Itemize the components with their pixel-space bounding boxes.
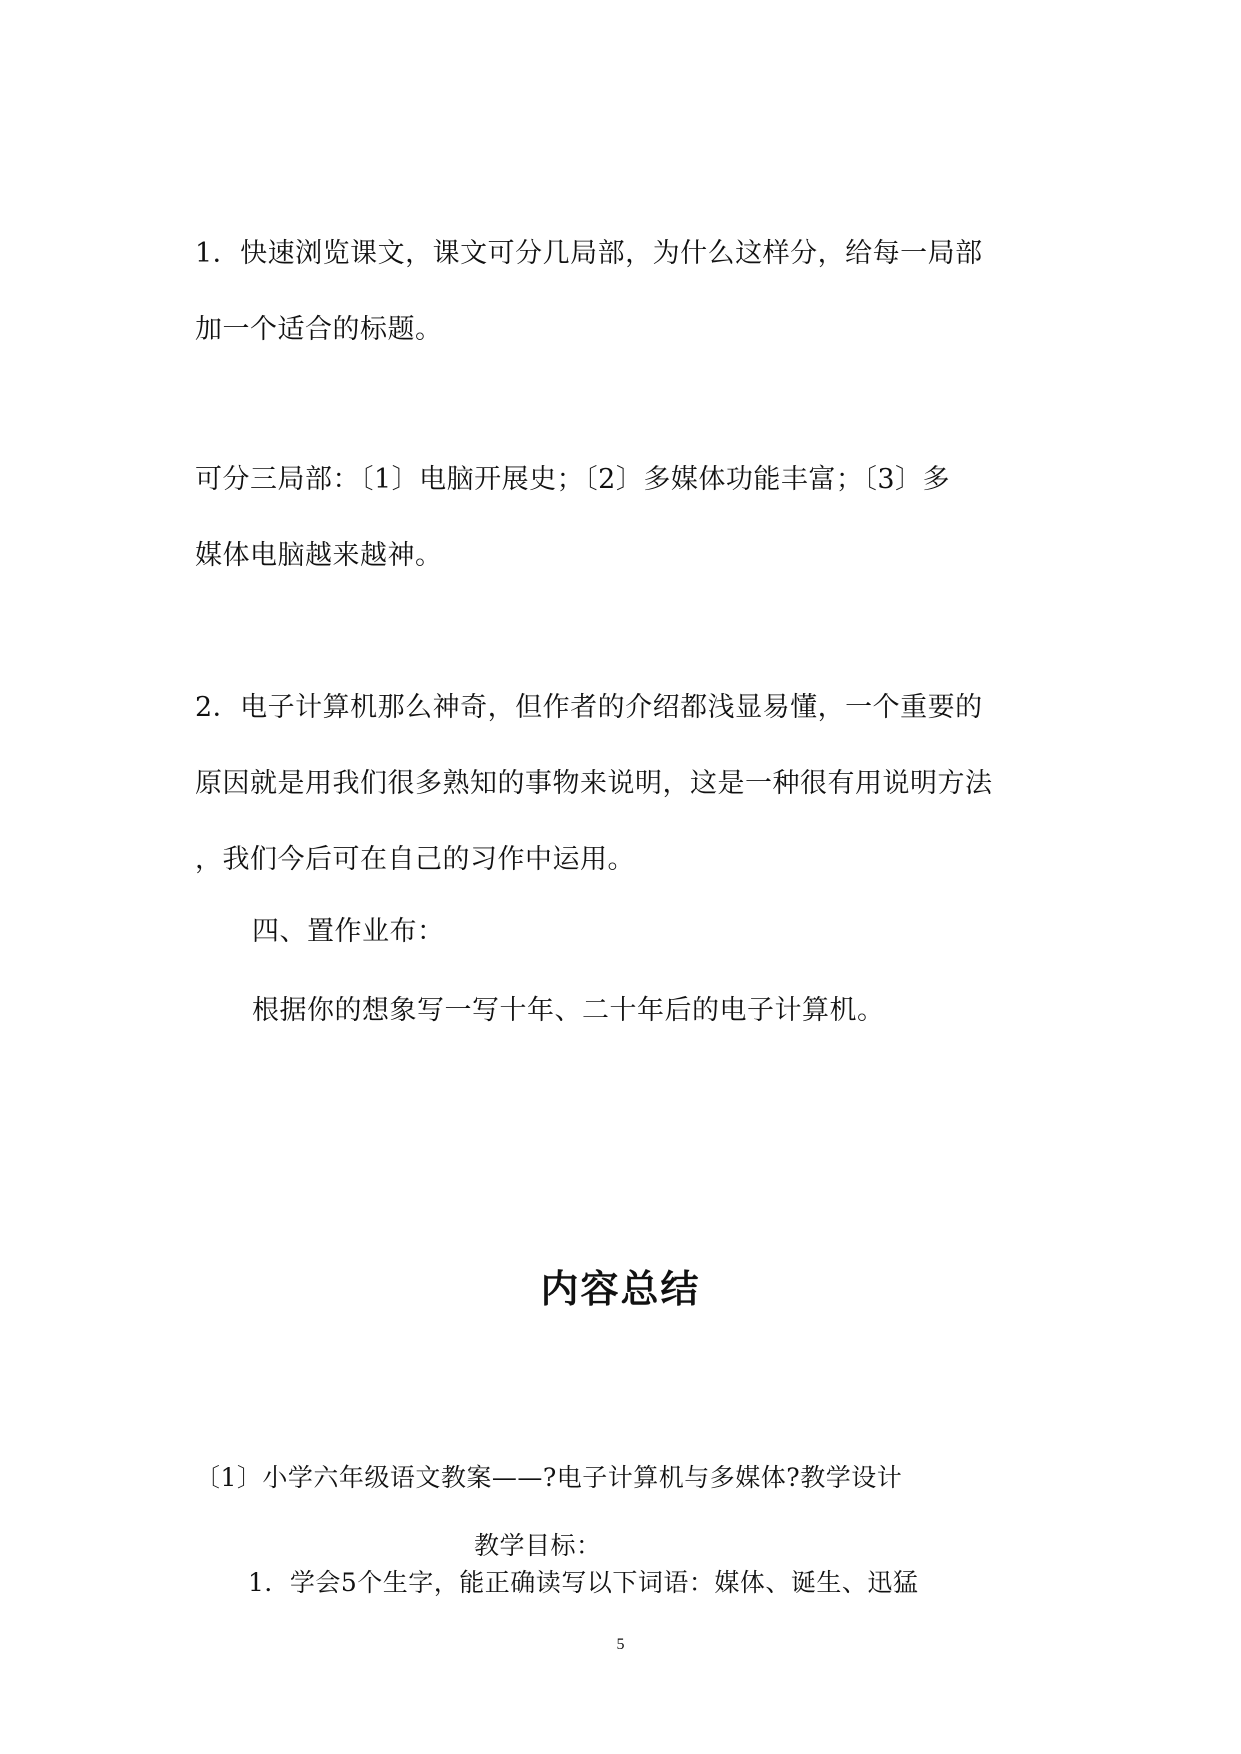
- paragraph-3-line-1: 2．电子计算机那么神奇，但作者的介绍都浅显易懂，一个重要的: [195, 692, 983, 723]
- paragraph-2-line-1: 可分三局部：〔1〕电脑开展史；〔2〕多媒体功能丰富；〔3〕多: [195, 464, 951, 495]
- paragraph-1-line-1: 1．快速浏览课文，课文可分几局部，为什么这样分，给每一局部: [195, 238, 983, 269]
- summary-title: 内容总结: [540, 1267, 701, 1311]
- goal-heading: 教学目标：: [474, 1531, 602, 1560]
- goal-item-1: 1．学会5个生字，能正确读写以下词语：媒体、诞生、迅猛: [248, 1568, 919, 1597]
- summary-item-1: 〔1〕小学六年级语文教案——?电子计算机与多媒体?教学设计: [195, 1463, 903, 1492]
- paragraph-3-line-2: 原因就是用我们很多熟知的事物来说明，这是一种很有用说明方法: [195, 768, 993, 799]
- paragraph-1-line-2: 加一个适合的标题。: [195, 314, 443, 345]
- homework-heading: 四、置作业布：: [252, 916, 445, 947]
- paragraph-2-line-2: 媒体电脑越来越神。: [195, 540, 443, 571]
- page-number: 5: [616, 1636, 625, 1653]
- paragraph-3-line-3: ，我们今后可在自己的习作中运用。: [195, 844, 635, 875]
- homework-text: 根据你的想象写一写十年、二十年后的电子计算机。: [252, 995, 885, 1026]
